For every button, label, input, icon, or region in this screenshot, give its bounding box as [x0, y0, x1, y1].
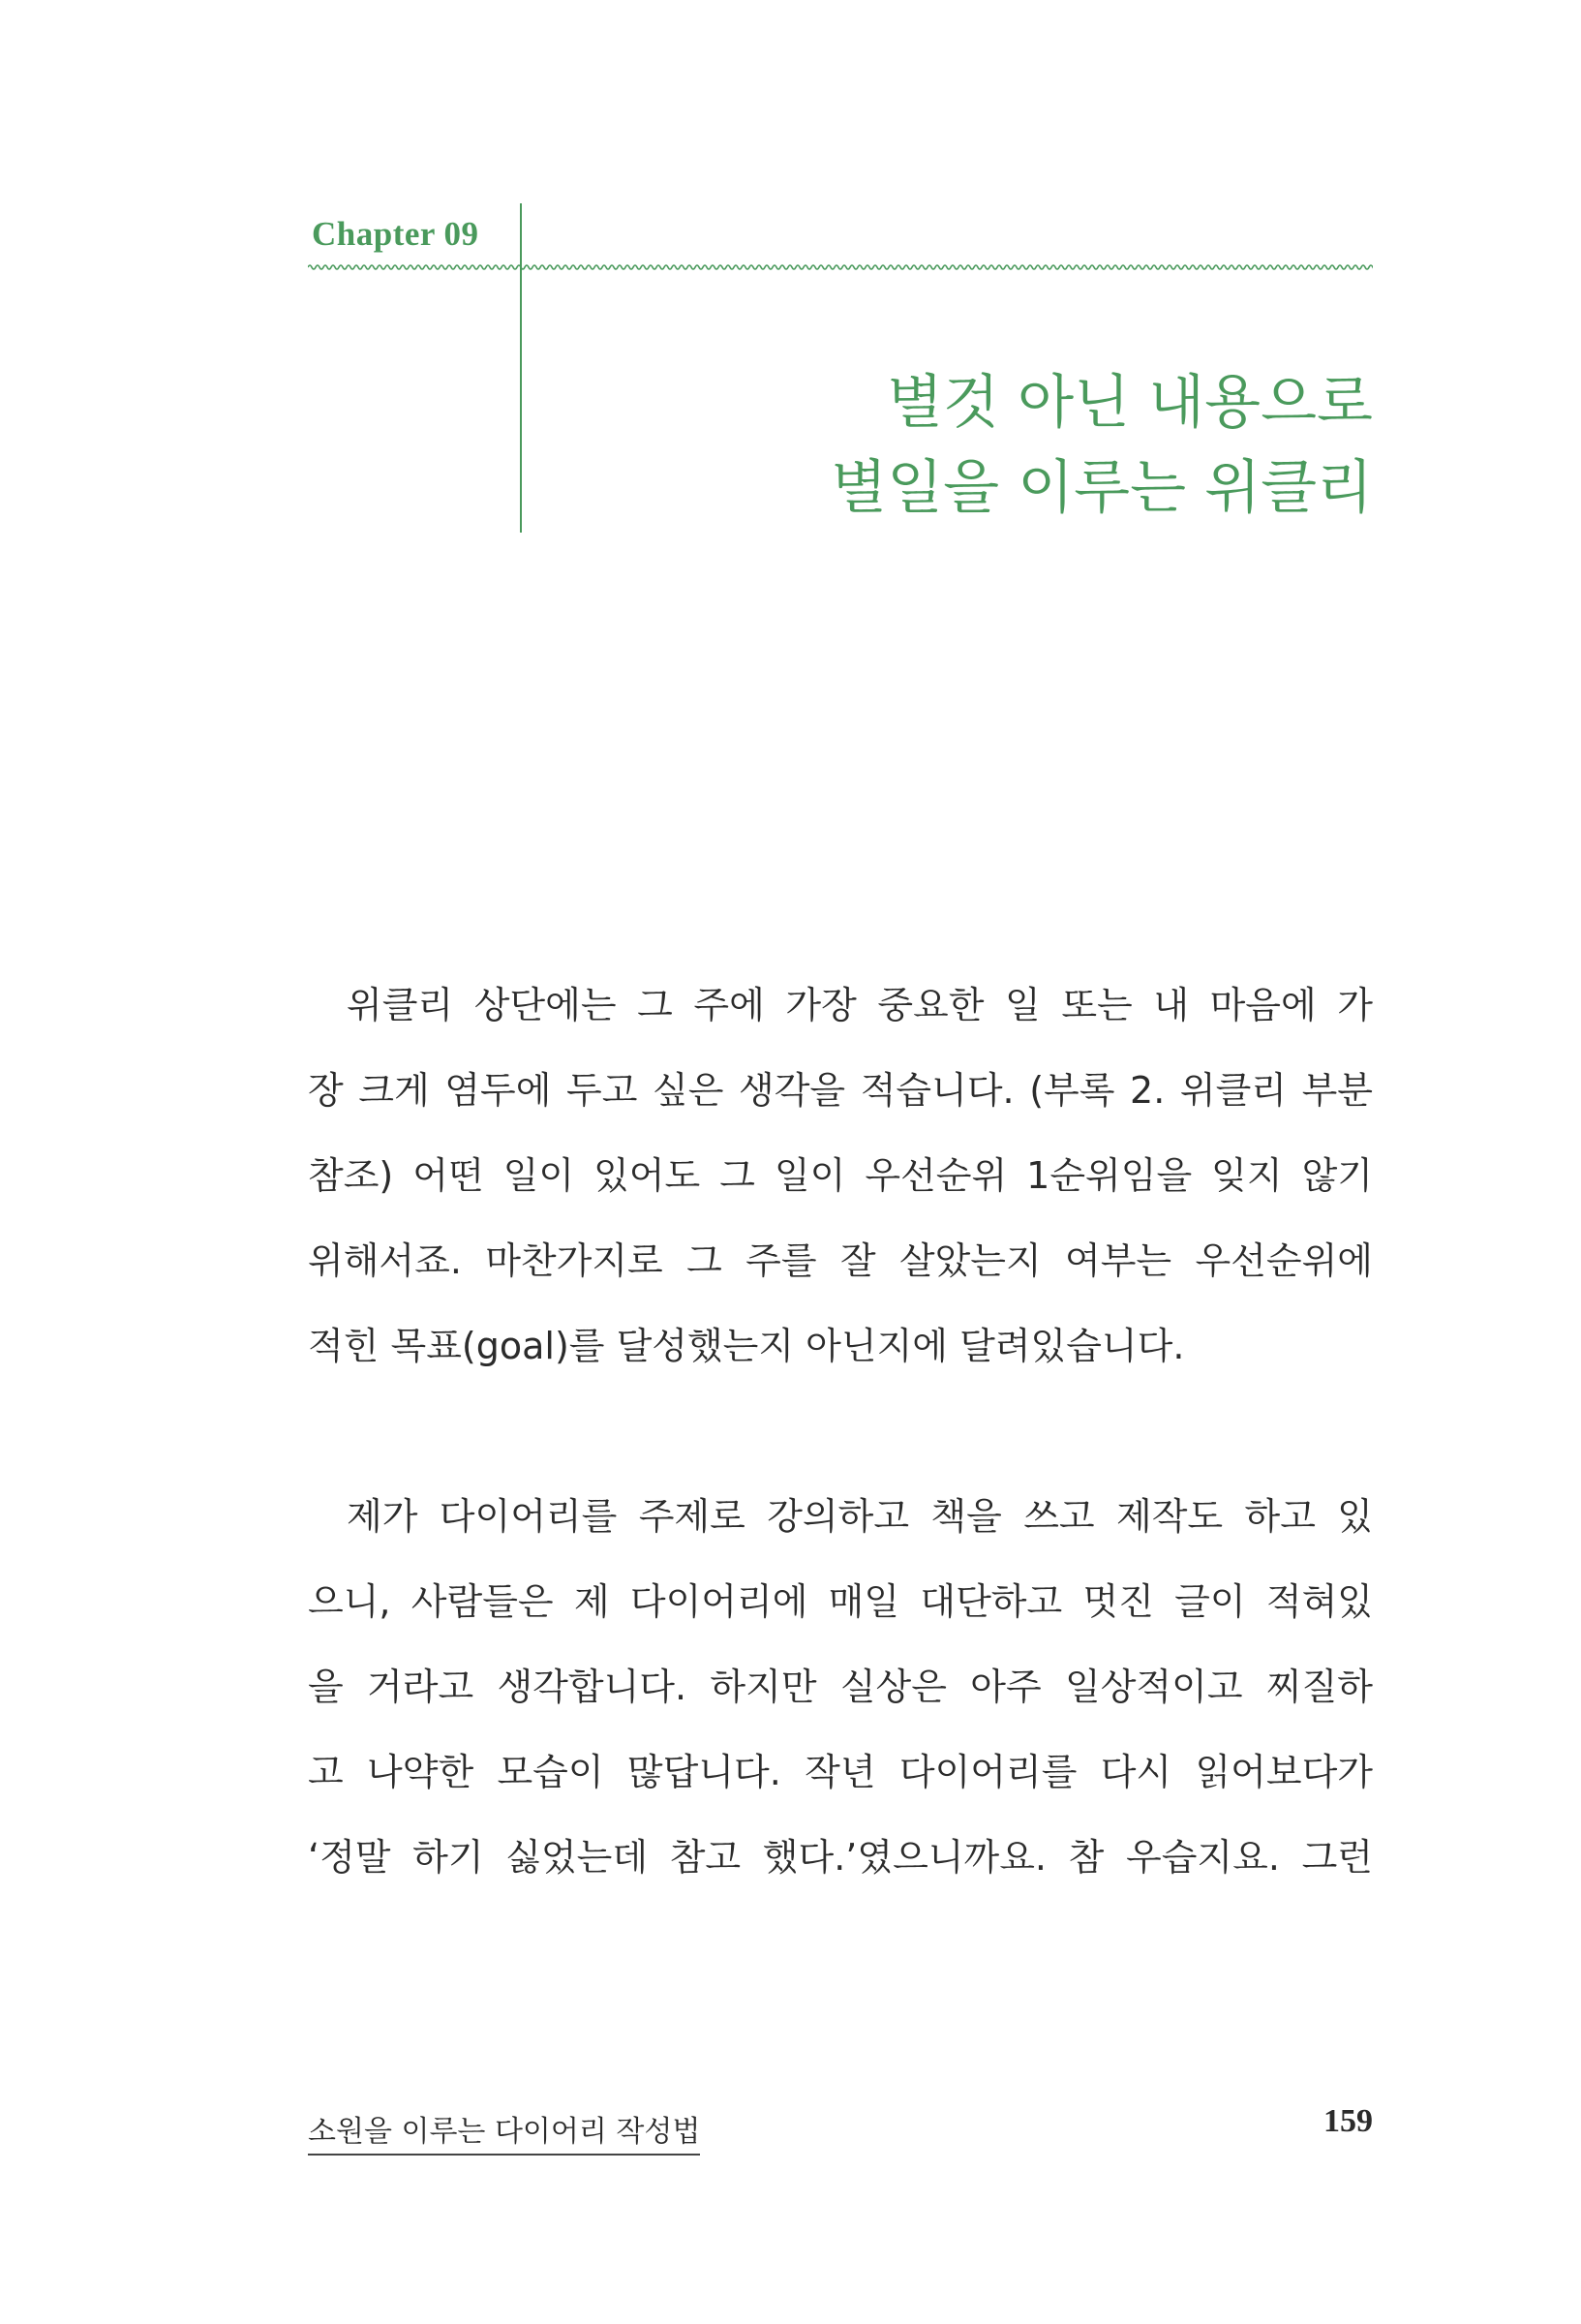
body-paragraph: [308, 1474, 1373, 1900]
chapter-label: Chapter 09: [312, 215, 479, 253]
chapter-title: [831, 360, 1373, 531]
paragraph-line: 적힌 목표(goal)를 달성했는지 아닌지에 달려있습니다.: [308, 1325, 1185, 1367]
paragraph-line: 위클리 상단에는 그 주에 가장 중요한 일 또는 내 마음에 가: [347, 984, 1373, 1026]
paragraph-line: 으니, 사람들은 제 다이어리에 매일 대단하고 멋진 글이 적혀있: [308, 1580, 1373, 1623]
vertical-divider: [520, 203, 522, 533]
paragraph-line: ‘정말 하기 싫었는데 참고 했다.’였으니까요. 참 우습지요. 그런: [308, 1836, 1373, 1879]
paragraph-line: 고 나약한 모습이 많답니다. 작년 다이어리를 다시 읽어보다가: [308, 1751, 1373, 1793]
chapter-title-line: 별일을 이루는 위클리: [831, 454, 1373, 522]
wavy-divider: [308, 261, 1373, 273]
paragraph-line: 제가 다이어리를 주제로 강의하고 책을 쓰고 제작도 하고 있: [347, 1495, 1373, 1538]
footer-book-title: 소원을 이루는 다이어리 작성법: [308, 2107, 700, 2156]
paragraph-line: 을 거라고 생각합니다. 하지만 실상은 아주 일상적이고 찌질하: [308, 1666, 1373, 1708]
paragraph-line: 참조) 어떤 일이 있어도 그 일이 우선순위 1순위임을 잊지 않기: [308, 1154, 1373, 1197]
paragraph-line: 위해서죠. 마찬가지로 그 주를 잘 살았는지 여부는 우선순위에: [308, 1239, 1373, 1282]
body-paragraph: [308, 963, 1373, 1389]
paragraph-line: 장 크게 염두에 두고 싶은 생각을 적습니다. (부록 2. 위클리 부분: [308, 1069, 1373, 1112]
chapter-title-line: 별것 아닌 내용으로: [887, 369, 1373, 437]
page-number: 159: [1323, 2103, 1373, 2139]
